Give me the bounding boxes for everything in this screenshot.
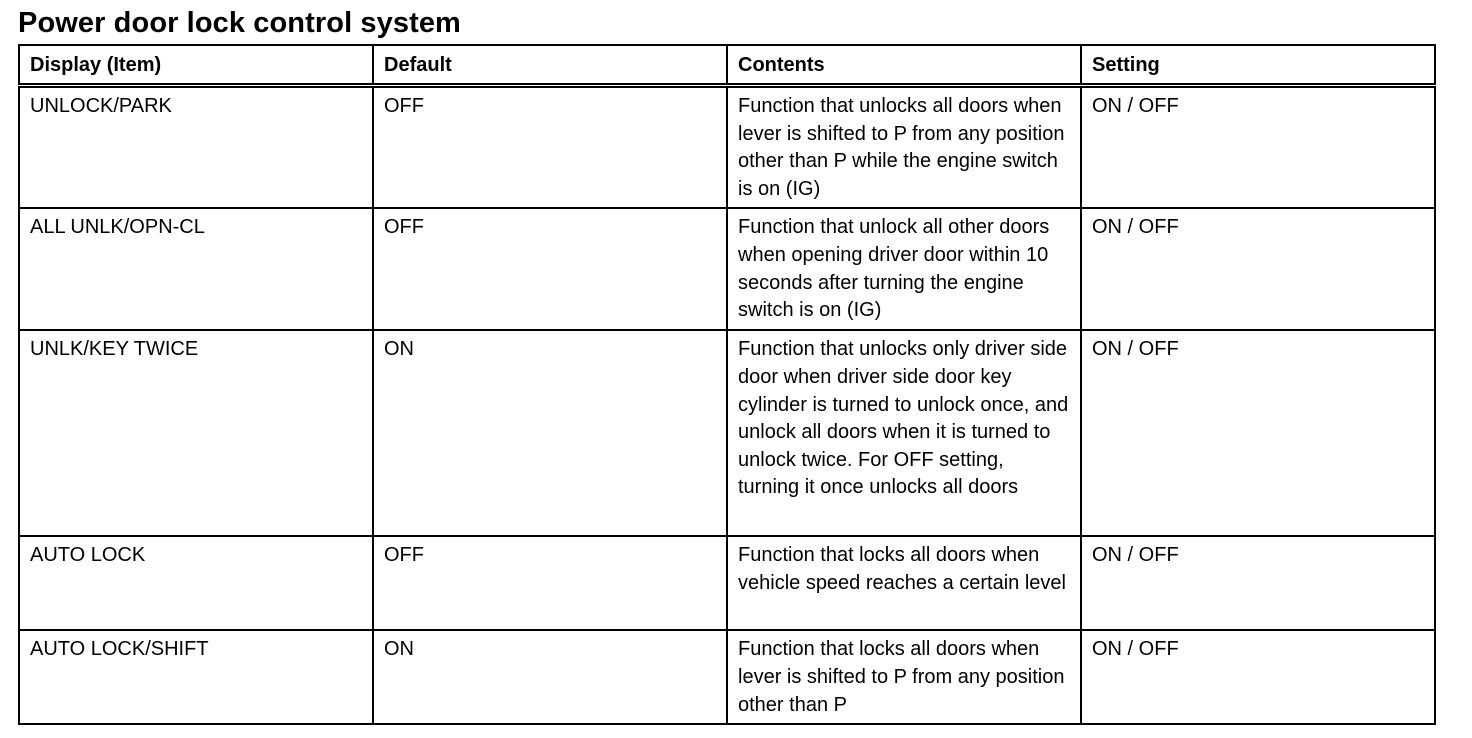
table-row	[19, 330, 1435, 536]
cell-display-item: UNLOCK/PARK	[19, 86, 373, 209]
cell-setting: ON / OFF	[1081, 208, 1435, 330]
cell-contents: Function that unlocks only driver side door when driver side door key cylinder is turned to unlock once, and unlock all doors when it is turned to unlock twice. For OFF setting, turning it once unlocks all doors	[727, 330, 1081, 536]
cell-display-item: AUTO LOCK/SHIFT	[19, 630, 373, 724]
table-row	[19, 536, 1435, 630]
cell-default: ON	[373, 630, 727, 724]
cell-setting: ON / OFF	[1092, 638, 1179, 661]
cell-default: ON	[373, 330, 727, 536]
cell-contents: Function that locks all doors when lever is shifted to P from any position other than P	[727, 630, 1081, 724]
table-header	[19, 45, 1435, 86]
cell-setting: ON / OFF	[1081, 536, 1435, 630]
cell-contents: Function that unlock all other doors when opening driver door within 10 seconds after turning the engine switch is on (IG)	[727, 208, 1081, 330]
cell-contents: Function that locks all doors when vehicle speed reaches a certain level	[727, 536, 1081, 630]
cell-display-item: AUTO LOCK	[19, 536, 373, 630]
cell-setting: ON / OFF	[1081, 86, 1435, 209]
settings-table	[18, 44, 1436, 725]
cell-default: OFF	[373, 536, 727, 630]
table-row	[19, 86, 1435, 209]
page-title: Power door lock control system	[18, 7, 461, 39]
header-display-item: Display (Item)	[19, 45, 373, 86]
cell-default: OFF	[373, 86, 727, 209]
cell-display-item: ALL UNLK/OPN-CL	[19, 208, 373, 330]
header-row	[19, 45, 1435, 86]
header-setting: Setting	[1081, 45, 1435, 86]
header-contents: Contents	[727, 45, 1081, 86]
cell-default: OFF	[373, 208, 727, 330]
header-default: Default	[373, 45, 727, 86]
table-row	[19, 630, 1435, 724]
cell-contents: Function that unlocks all doors when lever is shifted to P from any position other than P while the engine switch is on (IG)	[727, 86, 1081, 209]
cell-setting: ON / OFF	[1081, 330, 1435, 536]
cell-display-item: UNLK/KEY TWICE	[19, 330, 373, 536]
table-body	[19, 86, 1435, 725]
table-row	[19, 208, 1435, 330]
